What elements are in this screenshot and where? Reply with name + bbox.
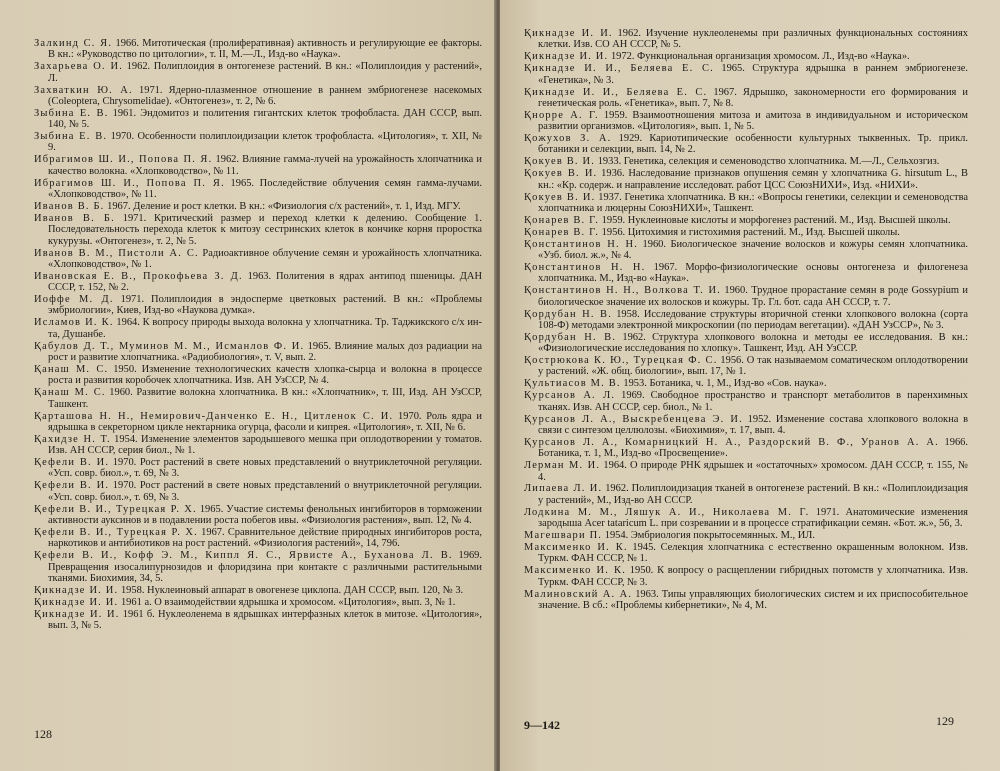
reference-author: Қордубан Н. В.	[524, 331, 617, 343]
reference-text: 1950. К вопросу о расщеплении гибридных потомств у хлопчатника. Изв. Туркм. ФАН СССР, № 3.	[538, 565, 968, 588]
reference-text: 1954. Эмбриология покрытосемянных. М., ИЛ.	[602, 530, 815, 542]
reference-entry	[34, 597, 482, 608]
reference-entry	[34, 108, 482, 131]
reference-text: 1966. Ботаника, т. 1, М., Изд-во «Просвещение».	[538, 436, 968, 460]
reference-author: Лерман М. И.	[524, 460, 601, 472]
reference-author: Қокуев В. И.	[524, 156, 596, 168]
reference-author: Қабулов Д. Т., Муминов М. М., Исманлов Ф. И.	[34, 340, 305, 352]
reference-text: 1964. О природе РНК ядрышек и «остаточных» хромосом. ДАН СССР, т. 155, № 4.	[538, 460, 968, 483]
reference-author: Липаева Л. И.	[524, 483, 603, 495]
reference-entry	[524, 542, 968, 565]
reference-text: 1962. Полиплоидизация тканей в онтогенезе растений. В кн.: «Полиплоидизация у растений», М., Изд-во АН СССР.	[538, 483, 968, 506]
reference-entry	[524, 309, 968, 332]
reference-author: Қикнадзе И. И.	[34, 584, 119, 596]
reference-text: 1970. Роль ядра и ядрышка в секреторном цикле нектарника огурца, фасоли и кипрея. «Цитология», т. XII, № 6.	[48, 410, 482, 433]
reference-entry	[34, 411, 482, 434]
reference-text: 1971. Полиплоидия в эндосперме цветковых растений. В кн.: «Проблемы эмбриологии», Киев, Изд-во «Наукова думка».	[48, 294, 482, 317]
reference-author: Қикнадзе И. И.	[524, 28, 613, 39]
reference-author: Қокуев В. И.	[524, 191, 596, 203]
reference-text: 1956. О так называемом соматическом оплодотворении у растений. «Ж. общ. биологии», вып. 17, № 1.	[538, 355, 968, 378]
reference-text: 1969. Превращения изосалипурнозидов и флоридзина при контакте с различными растительными тканями. Биохимия, 34, 5.	[48, 550, 482, 584]
reference-author: Қикнадзе И. И.	[524, 51, 609, 63]
reference-entry	[524, 565, 968, 588]
reference-author: Қефели В. И., Кофф Э. М., Киппл Я. С., Ярвисте А., Буханова Л. В.	[34, 550, 453, 562]
reference-entry	[34, 271, 482, 294]
reference-author: Қокуев В. И.	[524, 168, 598, 180]
reference-text: 1967. Деление и рост клетки. В кн.: «Физиология с/х растений», т. 1, Изд. МГУ.	[104, 200, 461, 212]
reference-entry	[34, 213, 482, 247]
reference-author: Зыбина Е. В.	[34, 107, 109, 119]
reference-entry	[524, 414, 968, 437]
reference-author: Ибрагимов Ш. И., Попова П. Я.	[34, 177, 225, 189]
reference-text: 1963. Типы управляющих биологических систем и их приспособительное значение. В сб.: «Проблемы кибернетики», № 4, М.	[538, 588, 968, 611]
reference-text: 1962. Полиплоидия в онтогенезе растений. В кн.: «Полиплоидия у растений», Л.	[48, 61, 483, 84]
reference-entry	[524, 262, 968, 285]
reference-author: Қефели В. И.	[34, 457, 110, 469]
reference-author: Қурсанов Л. А., Выскребенцева Э. И.	[524, 413, 743, 425]
reference-text: 1971. Критический размер и переход клетки к делению. Сообщение 1. Последовательность перехода клеток к митозу сестринских клеток в кончике корня проростка кукурузы. «Онтогенез», т. 2, № 5.	[48, 212, 482, 247]
reference-author: Қанаш М. С.	[34, 363, 109, 375]
reference-entry	[524, 215, 968, 226]
reference-text: 1958. Исследование структуры вторичной стенки хлопкового волокна (сорта 108-Ф) методами электронной микроскопии (по периодам вегетации). «ДАН УзССР», № 3.	[538, 308, 968, 331]
reference-author: Қонстантинов Н. Н.	[524, 238, 639, 250]
reference-author: Қикнадзе И. И.	[34, 596, 119, 608]
reference-entry	[34, 294, 482, 317]
reference-text: 1967. Морфо-физиологические основы онтогенеза и филогенеза хлопчатника. М., Изд-во «Наука».	[538, 262, 968, 285]
reference-author: Иванов В. Б.	[34, 212, 115, 224]
reference-entry	[524, 63, 968, 86]
reference-author: Захарьева О. И.	[34, 61, 124, 73]
reference-entry	[524, 192, 968, 215]
reference-author: Лодкина М. М., Ляшук А. И., Николаева М. Г.	[524, 506, 810, 518]
reference-text: 1965. Влияние малых доз радиации на рост и развитие хлопчатника. «Радиобиология», т. V, вып. 2.	[48, 340, 482, 363]
reference-author: Исламов И. К.	[34, 317, 114, 329]
reference-author: Қонарев В. Г.	[524, 214, 600, 226]
reference-text: 1954. Изменение элементов зародышевого мешка при оплодотворении у томатов. Изв. АН СССР, серия биол., № 1.	[48, 433, 483, 457]
reference-entry	[34, 457, 482, 480]
reference-entry	[34, 480, 482, 503]
reference-text: 1971. Анатомические изменения зародыша Acer tataricum L. при созревании и в процессе стратификации семян. «Бот. ж.», 56, 3.	[538, 506, 968, 530]
reference-entry	[34, 341, 482, 364]
reference-author: Қультиасов М. В.	[524, 378, 621, 390]
reference-author: Қострюкова К. Ю., Турецкая Ф. С.	[524, 355, 718, 367]
reference-author: Қикнадзе И. И., Беляева Е. С.	[524, 63, 714, 75]
reference-entry	[524, 507, 968, 530]
reference-entry	[34, 585, 482, 596]
reference-text: 1962. Структура хлопкового волокна и методы ее исследования. В кн.: «Физиологические исследования по хлопку». Ташкент, Изд. АН УзССР.	[538, 331, 968, 355]
reference-entry	[34, 317, 482, 340]
reference-text: 1965. Структура ядрышка в раннем эмбриогенезе. «Генетика», № 3.	[538, 63, 968, 86]
reference-text: 1933. Генетика, селекция и семеноводство хлопчатника. М.—Л., Сельхозгиз.	[595, 156, 940, 168]
reference-entry	[524, 227, 968, 238]
reference-entry	[34, 85, 482, 108]
reference-entry	[524, 390, 968, 413]
reference-author: Малиновский А. А.	[524, 588, 633, 600]
reference-entry	[524, 110, 968, 133]
reference-text: 1953. Ботаника, ч. 1, М., Изд-во «Сов. наука».	[620, 378, 827, 390]
reference-text: 1959. Нуклеиновые кислоты и морфогенез растений. М., Изд. Высшей школы.	[599, 214, 951, 226]
left-entry-list	[34, 38, 482, 631]
page-number-left: 128	[34, 727, 52, 741]
reference-entry	[524, 28, 968, 51]
reference-author: Ивановская Е. В., Прокофьева З. Д.	[34, 270, 243, 282]
reference-text: 1965. Последействие облучения семян гамма-лучами. «Хлопководство», № 11.	[48, 177, 482, 201]
reference-author: Қожухов З. А.	[524, 133, 612, 145]
reference-text: 1962. Изучение нуклеоленемы при различных функциональных состояниях клетки. Изв. СО АН СССР, № 5.	[538, 28, 968, 51]
reference-text: 1963. Политения в ядрах антипод пшеницы. ДАН СССР, т. 152, № 2.	[48, 270, 482, 294]
reference-entry	[34, 364, 482, 387]
right-entry-list	[524, 28, 968, 611]
reference-text: 1965. Участие системы фенольных ингибиторов в торможении активности ауксинов и в подавлении роста побегов ивы. «Физиология растения», вып. 12, № 4.	[48, 503, 483, 526]
reference-text: 1958. Нуклеиновый аппарат в овогенезе циклопа. ДАН СССР, вып. 120, № 3.	[118, 584, 464, 596]
reference-author: Қикнадзе И. И.	[34, 608, 120, 620]
reference-entry	[34, 434, 482, 457]
reference-author: Қикнадзе И. И., Беляева Е. С.	[524, 86, 708, 98]
reference-author: Қарташова Н. Н., Немирович-Данченко Е. Н., Цитленок С. И.	[34, 410, 394, 422]
reference-text: 1961 б. Нуклеоленема в ядрышках интерфазных клеток в митозе. «Цитология», вып. 3, № 5.	[48, 608, 482, 632]
reference-text: 1970. Особенности полиплоидизации клеток трофобласта. «Цитология», т. XII, № 9.	[48, 131, 482, 154]
reference-entry	[524, 355, 968, 378]
reference-author: Қурсанов Л. А., Комарницкий Н. А., Раздорский В. Ф., Уранов А. А.	[524, 436, 939, 448]
reference-text: 1966. Митотическая (пролиферативная) активность и регулирующие ее факторы. В кн.: «Руководство по цитологии», т. II, М.—Л., Изд-во «Наука».	[48, 38, 483, 61]
reference-entry	[524, 530, 968, 541]
reference-text: 1952. Изменение состава хлопкового волокна в связи с синтезом целлюлозы. «Биохимия», т. 17, вып. 4.	[538, 413, 968, 436]
left-page	[0, 0, 496, 771]
reference-text: 1961 а. О взаимодействии ядрышка и хромосом. «Цитология», вып. 3, № 1.	[118, 596, 456, 608]
reference-author: Иванов В. М., Пистоли А. С.	[34, 247, 199, 259]
reference-text: 1961. Эндомитоз и политения гигантских клеток трофобласта. ДАН СССР, вып. 140, № 5.	[48, 107, 483, 131]
reference-text: 1960. Развитие волокна хлопчатника. В кн.: «Хлопчатник», т. III, Изд. АН УзССР, Ташкент.	[48, 387, 482, 410]
reference-text: 1936. Наследование признаков опушения семян у хлопчатника G. hirsutum L., В кн.: «Кр. содерж. и направление исследоват. работ ЦСС СоюзНИХИ», Изд. «НИХИ».	[538, 168, 968, 191]
reference-text: 1971. Ядерно-плазменное отношение в раннем эмбриогенезе насекомых (Coleoptera, Chrysomelidae). «Онтогенез», т. 2, № 6.	[48, 84, 483, 107]
reference-author: Қонарев В. Г.	[524, 226, 600, 238]
reference-author: Қонстантинов Н. Н.	[524, 262, 646, 273]
reference-entry	[524, 51, 968, 62]
reference-author: Захваткин Ю. А.	[34, 84, 133, 96]
reference-entry	[34, 154, 482, 177]
reference-entry	[34, 201, 482, 212]
right-page	[500, 0, 1000, 771]
reference-author: Иоффе М. Д.	[34, 294, 114, 306]
reference-author: Қефели В. И., Турецкая Р. Х.	[34, 503, 197, 515]
reference-entry	[34, 131, 482, 154]
reference-entry	[34, 248, 482, 271]
reference-text: 1960. Биологическое значение волосков и кожуры семян хлопчатника. «Узб. биол. ж.», № 4.	[538, 238, 968, 262]
reference-author: Қанаш М. С.	[34, 387, 106, 399]
printer-signature: 9—142	[524, 718, 560, 732]
reference-text: 1972. Функциональная организация хромосом. Л., Изд-во «Наука».	[608, 51, 910, 63]
reference-entry	[524, 460, 968, 483]
reference-author: Иванов В. Б.	[34, 200, 105, 212]
reference-text: 1937. Генетика хлопчатника. В кн.: «Вопросы генетики, селекции и семеноводства хлопчатника и люцерны СоюзНИХИ», Ташкент.	[538, 191, 968, 214]
reference-entry	[524, 437, 968, 460]
reference-entry	[524, 378, 968, 389]
reference-text: 1967. Сравнительное действие природных ингибиторов роста, наркотиков и антибиотиков на рост растений. «Физиология растений», 14, 796.	[48, 526, 482, 550]
reference-author: Қефели В. И., Турецкая Р. Х.	[34, 526, 198, 538]
reference-entry	[34, 527, 482, 550]
reference-text: 1964. К вопросу природы выхода волокна у хлопчатника. Тр. Таджикского с/х ин-та, Душанбе.	[48, 317, 482, 340]
reference-text: 1950. Изменение технологических качеств хлопка-сырца и волокна в процессе роста и развития коробочек хлопчатника. Изв. АН УзССР, № 4.	[48, 363, 482, 387]
page-number-right: 129	[936, 714, 954, 728]
reference-author: Максименко И. К.	[524, 541, 628, 553]
reference-text: 1969. Свободное пространство и транспорт метаболитов в паренхимных тканях. Изв. АН СССР, сер. биол., № 1.	[538, 390, 968, 413]
reference-author: Қордубан Н. В.	[524, 308, 613, 320]
reference-text: 1929. Кариотипические особенности культурных тыквенных. Тр. прикл. ботаники и селекции, вып. 14, № 2.	[538, 133, 969, 156]
reference-text: 1959. Взаимоотношения митоза и амитоза в индивидуальном и историческом развитии организмов. «Цитология», вып. 1, № 5.	[538, 109, 968, 133]
reference-entry	[524, 589, 968, 612]
reference-entry	[524, 285, 968, 308]
reference-entry	[34, 38, 482, 61]
reference-text: 1970. Рост растений в свете новых представлений о внутриклеточной регуляции. «Усп. совр. биол.», т. 69, № 3.	[48, 457, 482, 480]
reference-entry	[524, 156, 968, 167]
reference-text: 1945. Селекция хлопчатника с естественно окрашенным волокном. Изв. Туркм. ФАН СССР, № 1.	[538, 541, 968, 565]
reference-author: Қонстантинов Н. Н., Волкова Т. И.	[524, 285, 721, 297]
reference-author: Залкинд С. Я.	[34, 38, 113, 49]
reference-author: Магешвари П.	[524, 530, 603, 542]
reference-entry	[524, 483, 968, 506]
reference-text: 1962. Влияние гамма-лучей на урожайность хлопчатника и качество волокна. «Хлопководство», № 11.	[48, 154, 483, 177]
reference-entry	[524, 133, 968, 156]
reference-text: 1956. Цитохимия и гистохимия растений. М., Изд. Высшей школы.	[599, 226, 900, 238]
reference-text: Радиоактивное облучение семян и урожайность хлопчатника. «Хлопководство», № 1.	[48, 247, 483, 270]
reference-entry	[524, 168, 968, 191]
reference-entry	[34, 550, 482, 584]
reference-entry	[34, 609, 482, 632]
reference-author: Қурсанов А. Л.	[524, 390, 616, 402]
reference-entry	[524, 332, 968, 355]
reference-entry	[34, 61, 482, 84]
reference-author: Зыбина Е. В.	[34, 131, 108, 143]
reference-author: Қефели В. И.	[34, 480, 110, 492]
reference-entry	[34, 504, 482, 527]
reference-author: Қнорре А. Г.	[524, 109, 599, 121]
reference-author: Максименко И. К.	[524, 565, 627, 577]
reference-entry	[524, 87, 968, 110]
reference-entry	[524, 239, 968, 262]
reference-author: Ибрагимов Ш. И., Попова П. Я.	[34, 154, 213, 166]
reference-text: 1970. Рост растений в свете новых представлений о внутриклеточной регуляции. «Усп. совр. биол.», т. 69, № 3.	[48, 480, 482, 503]
reference-author: Қахидзе Н. Т.	[34, 433, 111, 445]
reference-text: 1967. Ядрышко, закономерности его формирования и генетическая роль. «Генетика», вып. 7, № 8.	[538, 86, 969, 109]
reference-entry	[34, 387, 482, 410]
reference-entry	[34, 178, 482, 201]
reference-text: 1960. Трудное прорастание семян в роде Gossypium и биологическое значение их волосков и кожуры. Тр. Гл. бот. сада АН СССР, т. 7.	[538, 285, 968, 308]
